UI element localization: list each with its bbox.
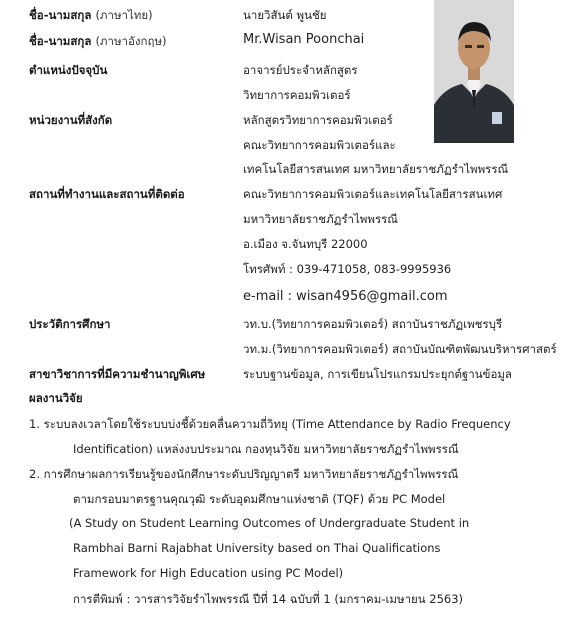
research-label: ผลงานวิจัย	[29, 391, 83, 405]
affiliation-line-1: หลักสูตรวิทยาการคอมพิวเตอร์	[243, 113, 393, 127]
name-th-label	[29, 7, 153, 25]
name-en-label	[29, 33, 167, 51]
expertise-label: สาขาวิชาการที่มีความชำนาญพิเศษ	[29, 367, 206, 381]
name-en-label-note: (ภาษาอังกฤษ)	[95, 34, 167, 48]
workplace-line-2: มหาวิทยาลัยราชภัฏรำไพพรรณี	[243, 212, 398, 226]
education-label: ประวัติการศึกษา	[29, 317, 111, 331]
position-line-2: วิทยาการคอมพิวเตอร์	[243, 88, 351, 102]
affiliation-label: หน่วยงานที่สังกัด	[29, 113, 113, 127]
workplace-line-4: โทรศัพท์ : 039-471058, 083-9995936	[243, 262, 452, 276]
expertise-value: ระบบฐานข้อมูล, การเขียนโปรแกรมประยุกต์ฐานข้อมูล	[243, 367, 512, 381]
portrait-image	[434, 0, 514, 143]
name-th-label-text: ชื่อ-นามสกุล	[29, 8, 92, 22]
affiliation-line-2: คณะวิทยาการคอมพิวเตอร์และ	[243, 138, 396, 152]
email-line: e-mail : wisan4956@gmail.com	[243, 289, 448, 304]
research-item-1-line-1: 1. ระบบลงเวลาโดยใช้ระบบบ่งชี้ด้วยคลื่นความถี่วิทยุ (Time Attendance by Radio Frequency	[29, 417, 511, 431]
research-item-2-publication: การตีพิมพ์ : วารสารวิจัยรำไพพรรณี ปีที่ 14 ฉบับที่ 1 (มกราคม-เมษายน 2563)	[73, 592, 464, 606]
position-line-1: อาจารย์ประจำหลักสูตร	[243, 63, 358, 77]
name-en-label-text: ชื่อ-นามสกุล	[29, 34, 92, 48]
profile-photo	[434, 0, 514, 143]
workplace-line-3: อ.เมือง จ.จันทบุรี 22000	[243, 237, 368, 251]
name-en-value: Mr.Wisan Poonchai	[243, 32, 365, 47]
research-item-2-line-3: (A Study on Student Learning Outcomes of Undergraduate Student in	[69, 516, 470, 530]
research-item-1-line-2: Identification) แหล่งงบประมาณ กองทุนวิจัย มหาวิทยาลัยราชภัฏรำไพพรรณี	[73, 442, 459, 456]
research-item-2-line-4: Rambhai Barni Rajabhat University based on Thai Qualifications	[73, 541, 441, 555]
education-line-2: วท.ม.(วิทยาการคอมพิวเตอร์) สถาบันบัณฑิตพัฒนบริหารศาสตร์	[243, 342, 557, 356]
position-label: ตำแหน่งปัจจุบัน	[29, 63, 108, 77]
workplace-label: สถานที่ทำงานและสถานที่ติดต่อ	[29, 187, 185, 201]
research-item-2-line-1: 2. การศึกษาผลการเรียนรู้ของนักศึกษาระดับปริญญาตรี มหาวิทยาลัยราชภัฏรำไพพรรณี	[29, 467, 459, 481]
affiliation-line-3: เทคโนโลยีสารสนเทศ มหาวิทยาลัยราชภัฏรำไพพรรณี	[243, 162, 509, 176]
name-th-value: นายวิสันต์ พูนชัย	[243, 8, 327, 22]
research-item-2-line-2: ตามกรอบมาตรฐานคุณวุฒิ ระดับอุดมศึกษาแห่งชาติ (TQF) ด้วย PC Model	[73, 492, 446, 506]
name-th-label-note: (ภาษาไทย)	[95, 8, 153, 22]
research-item-2-line-5: Framework for High Education using PC Model)	[73, 566, 344, 580]
education-line-1: วท.บ.(วิทยาการคอมพิวเตอร์) สถาบันราชภัฏเพชรบุรี	[243, 317, 503, 331]
workplace-line-1: คณะวิทยาการคอมพิวเตอร์และเทคโนโลยีสารสนเทศ	[243, 187, 503, 201]
